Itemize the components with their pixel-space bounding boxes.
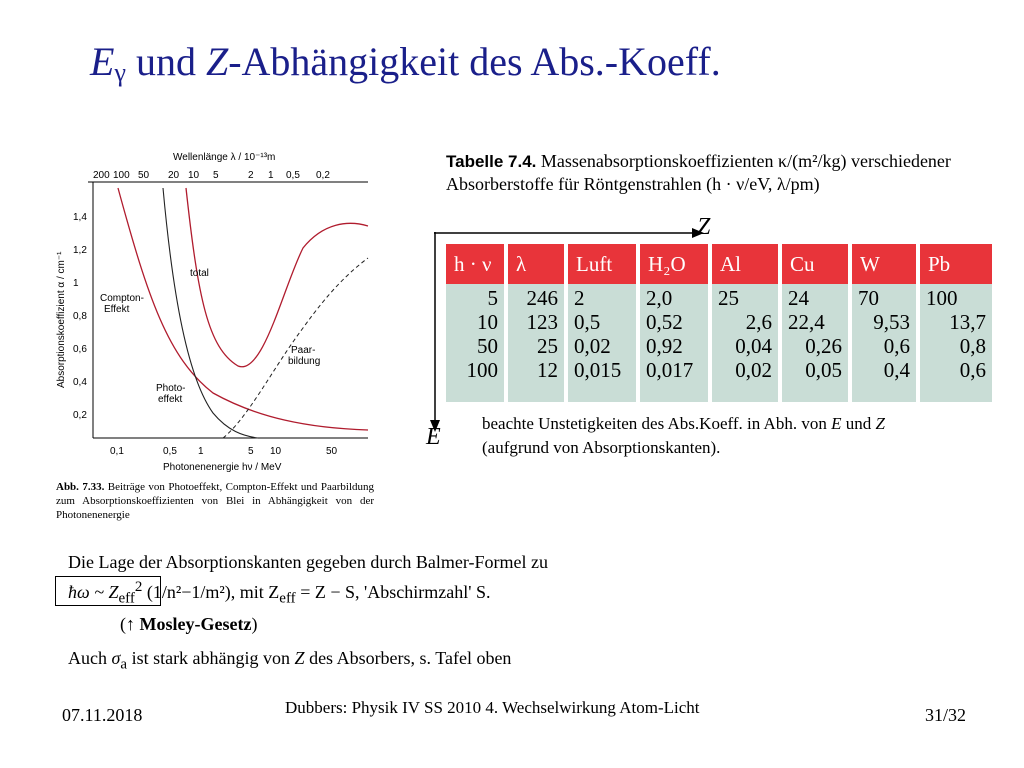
- x-axis-label: Photonenenergie hν / MeV: [163, 462, 282, 473]
- caption-text: Beiträge von Photoeffekt, Compton-Effekt und Paarbildung zum Absorptionskoeffizienten von Blei in Abhängigkeit von der Photonenenergie: [56, 481, 374, 521]
- table-header-cell: Luft: [568, 244, 636, 284]
- cell: 100: [466, 358, 498, 382]
- body2-c: des Absorbers, s. Tafel oben: [304, 648, 512, 668]
- body2-z: Z: [294, 648, 305, 668]
- table-header-cell: Pb: [920, 244, 992, 284]
- top-tick-label: 5: [213, 170, 219, 181]
- cell: 2: [574, 286, 585, 310]
- absorption-figure: [48, 148, 378, 528]
- e-arrow: [428, 232, 442, 432]
- cell: 0,6: [883, 334, 910, 358]
- x-tick-label: 0,1: [110, 446, 124, 457]
- cell: 24: [788, 286, 809, 310]
- table-header-cell: λ: [508, 244, 564, 284]
- cell: 0,015: [574, 358, 622, 382]
- top-tick-label: 20: [168, 170, 180, 181]
- footer-title: Dubbers: Physik IV SS 2010 4. Wechselwirkung Atom-Licht: [285, 698, 700, 717]
- x-tick-label: 50: [326, 446, 338, 457]
- top-tick-label: 0,2: [316, 170, 330, 181]
- note-e: E: [831, 414, 842, 433]
- table-col-lambda: [508, 244, 564, 402]
- label-paar: Paar-bildung: [288, 345, 321, 367]
- y-tick-label: 1: [73, 278, 79, 289]
- title-gamma: γ: [114, 58, 126, 87]
- cell: 0,92: [646, 334, 683, 358]
- sigma: σ: [111, 648, 121, 668]
- title-tail: -Abhängigkeit des Abs.-Koeff.: [228, 39, 721, 84]
- table-col-cu: [782, 244, 848, 402]
- cell: 12: [537, 358, 558, 382]
- cell: 123: [526, 310, 558, 334]
- absorption-plot: [48, 148, 378, 478]
- figure-caption: [56, 480, 374, 522]
- absorption-table: [446, 244, 992, 402]
- cell: 22,4: [788, 310, 825, 334]
- formula: ħω ~ Z: [68, 582, 119, 602]
- table-col-w: [852, 244, 916, 402]
- formula-rest: (1/n²−1/m²), mit Z: [142, 582, 280, 602]
- cell: 0,04: [735, 334, 772, 358]
- table-body-cell: [508, 284, 564, 402]
- note-a: beachte Unstetigkeiten des Abs.Koeff. in Abh. von: [482, 414, 832, 433]
- table-body-cell: [920, 284, 992, 402]
- cell: 70: [858, 286, 879, 310]
- table-body-cell: [782, 284, 848, 402]
- body2-a: Auch: [68, 648, 112, 668]
- cell: 0,26: [805, 334, 842, 358]
- body1-line3a: (↑: [120, 613, 140, 634]
- table-header-cell: H₂O: [640, 244, 708, 284]
- x-tick-label: 5: [248, 446, 254, 457]
- body1-line2: [68, 575, 688, 612]
- formula-eff: eff: [118, 590, 135, 607]
- table-body-cell: [852, 284, 916, 402]
- cell: 0,4: [883, 358, 910, 382]
- cell: 5: [487, 286, 498, 310]
- note-b: und: [841, 414, 876, 433]
- top-tick-label: 100: [113, 170, 130, 181]
- table-col-hv: [446, 244, 504, 402]
- table-col-al: [712, 244, 778, 402]
- top-tick-label: 50: [138, 170, 150, 181]
- body1-line3c: ): [251, 613, 258, 634]
- cell: 13,7: [949, 310, 986, 334]
- sigma-sub: a: [120, 656, 128, 673]
- table-caption: [446, 150, 996, 195]
- note-z: Z: [875, 414, 885, 433]
- y-tick-label: 0,4: [73, 377, 87, 388]
- cell: 0,8: [959, 334, 986, 358]
- table-body-cell: [712, 284, 778, 402]
- cell: 246: [526, 286, 558, 310]
- formula-rest2: = Z − S, 'Abschirmzahl' S.: [295, 582, 491, 602]
- body1-line1: Die Lage der Absorptionskanten gegeben durch Balmer-Formel zu: [68, 552, 548, 572]
- cell: 2,6: [745, 310, 772, 334]
- mosley-law: Mosley-Gesetz: [139, 613, 252, 634]
- body-paragraph-1: [68, 550, 688, 637]
- title-und: und: [125, 39, 206, 84]
- cell: 0,02: [735, 358, 772, 382]
- cell: 0,05: [805, 358, 842, 382]
- x-tick-label: 10: [270, 446, 282, 457]
- slide-title: [90, 38, 721, 88]
- cell: 9,53: [873, 310, 910, 334]
- e-axis-label: E: [426, 424, 441, 450]
- label-compton: Compton-Effekt: [100, 293, 144, 315]
- cell: 0,52: [646, 310, 683, 334]
- cell: 100: [926, 286, 958, 310]
- table-header-cell: h · ν: [446, 244, 504, 284]
- top-tick-label: 200: [93, 170, 110, 181]
- z-arrow: [434, 226, 704, 240]
- table-label: Tabelle 7.4.: [446, 152, 537, 171]
- cell: 0,02: [574, 334, 611, 358]
- top-axis-label: Wellenlänge λ / 10⁻¹³m: [173, 152, 276, 163]
- total-curve: [186, 188, 368, 367]
- table-body-cell: [446, 284, 504, 402]
- table-col-pb: [920, 244, 992, 402]
- top-tick-label: 1: [268, 170, 274, 181]
- footer-date: 07.11.2018: [62, 705, 143, 725]
- cell: 25: [537, 334, 558, 358]
- z-axis-label: Z: [697, 214, 711, 240]
- body-paragraph-2: [68, 646, 688, 677]
- body2-b: ist stark abhängig von: [127, 648, 295, 668]
- y-tick-label: 0,6: [73, 344, 87, 355]
- label-photo: Photo-effekt: [156, 383, 186, 405]
- cell: 25: [718, 286, 739, 310]
- caption-label: Abb. 7.33.: [56, 481, 105, 493]
- title-e: E: [90, 39, 115, 84]
- table-col-h2o: [640, 244, 708, 402]
- cell: 10: [477, 310, 498, 334]
- y-tick-label: 1,2: [73, 245, 87, 256]
- y-tick-label: 0,2: [73, 410, 87, 421]
- x-tick-label: 1: [198, 446, 204, 457]
- top-tick-label: 2: [248, 170, 254, 181]
- top-tick-label: 10: [188, 170, 200, 181]
- label-total: total: [190, 268, 209, 279]
- formula-square: 2: [134, 579, 143, 595]
- y-tick-label: 0,8: [73, 311, 87, 322]
- table-header-cell: W: [852, 244, 916, 284]
- body1-line3: [68, 612, 688, 637]
- table-col-luft: [568, 244, 636, 402]
- cell: 0,5: [574, 310, 601, 334]
- cell: 50: [477, 334, 498, 358]
- table-caption-text: Massenabsorptionskoeffizienten κ/(m²/kg) verschiedener Absorberstoffe für Röntgenstrahlen (h · ν/eV, λ/pm): [446, 151, 951, 194]
- table-header-cell: Cu: [782, 244, 848, 284]
- table-body-cell: [568, 284, 636, 402]
- cell: 0,017: [646, 358, 694, 382]
- note-text: [482, 412, 952, 460]
- table-body-cell: [640, 284, 708, 402]
- x-tick-label: 0,5: [163, 446, 177, 457]
- top-tick-label: 0,5: [286, 170, 300, 181]
- cell: 0,6: [959, 358, 986, 382]
- note-c: (aufgrund von Absorptionskanten).: [482, 438, 721, 457]
- title-z: Z: [205, 39, 229, 84]
- y-tick-label: 1,4: [73, 212, 87, 223]
- page-number: 31/32: [925, 705, 967, 725]
- table-header-cell: Al: [712, 244, 778, 284]
- formula-eff2: eff: [279, 590, 296, 607]
- y-axis-label: Absorptionskoeffizient α / cm⁻¹: [56, 251, 67, 388]
- cell: 2,0: [646, 286, 673, 310]
